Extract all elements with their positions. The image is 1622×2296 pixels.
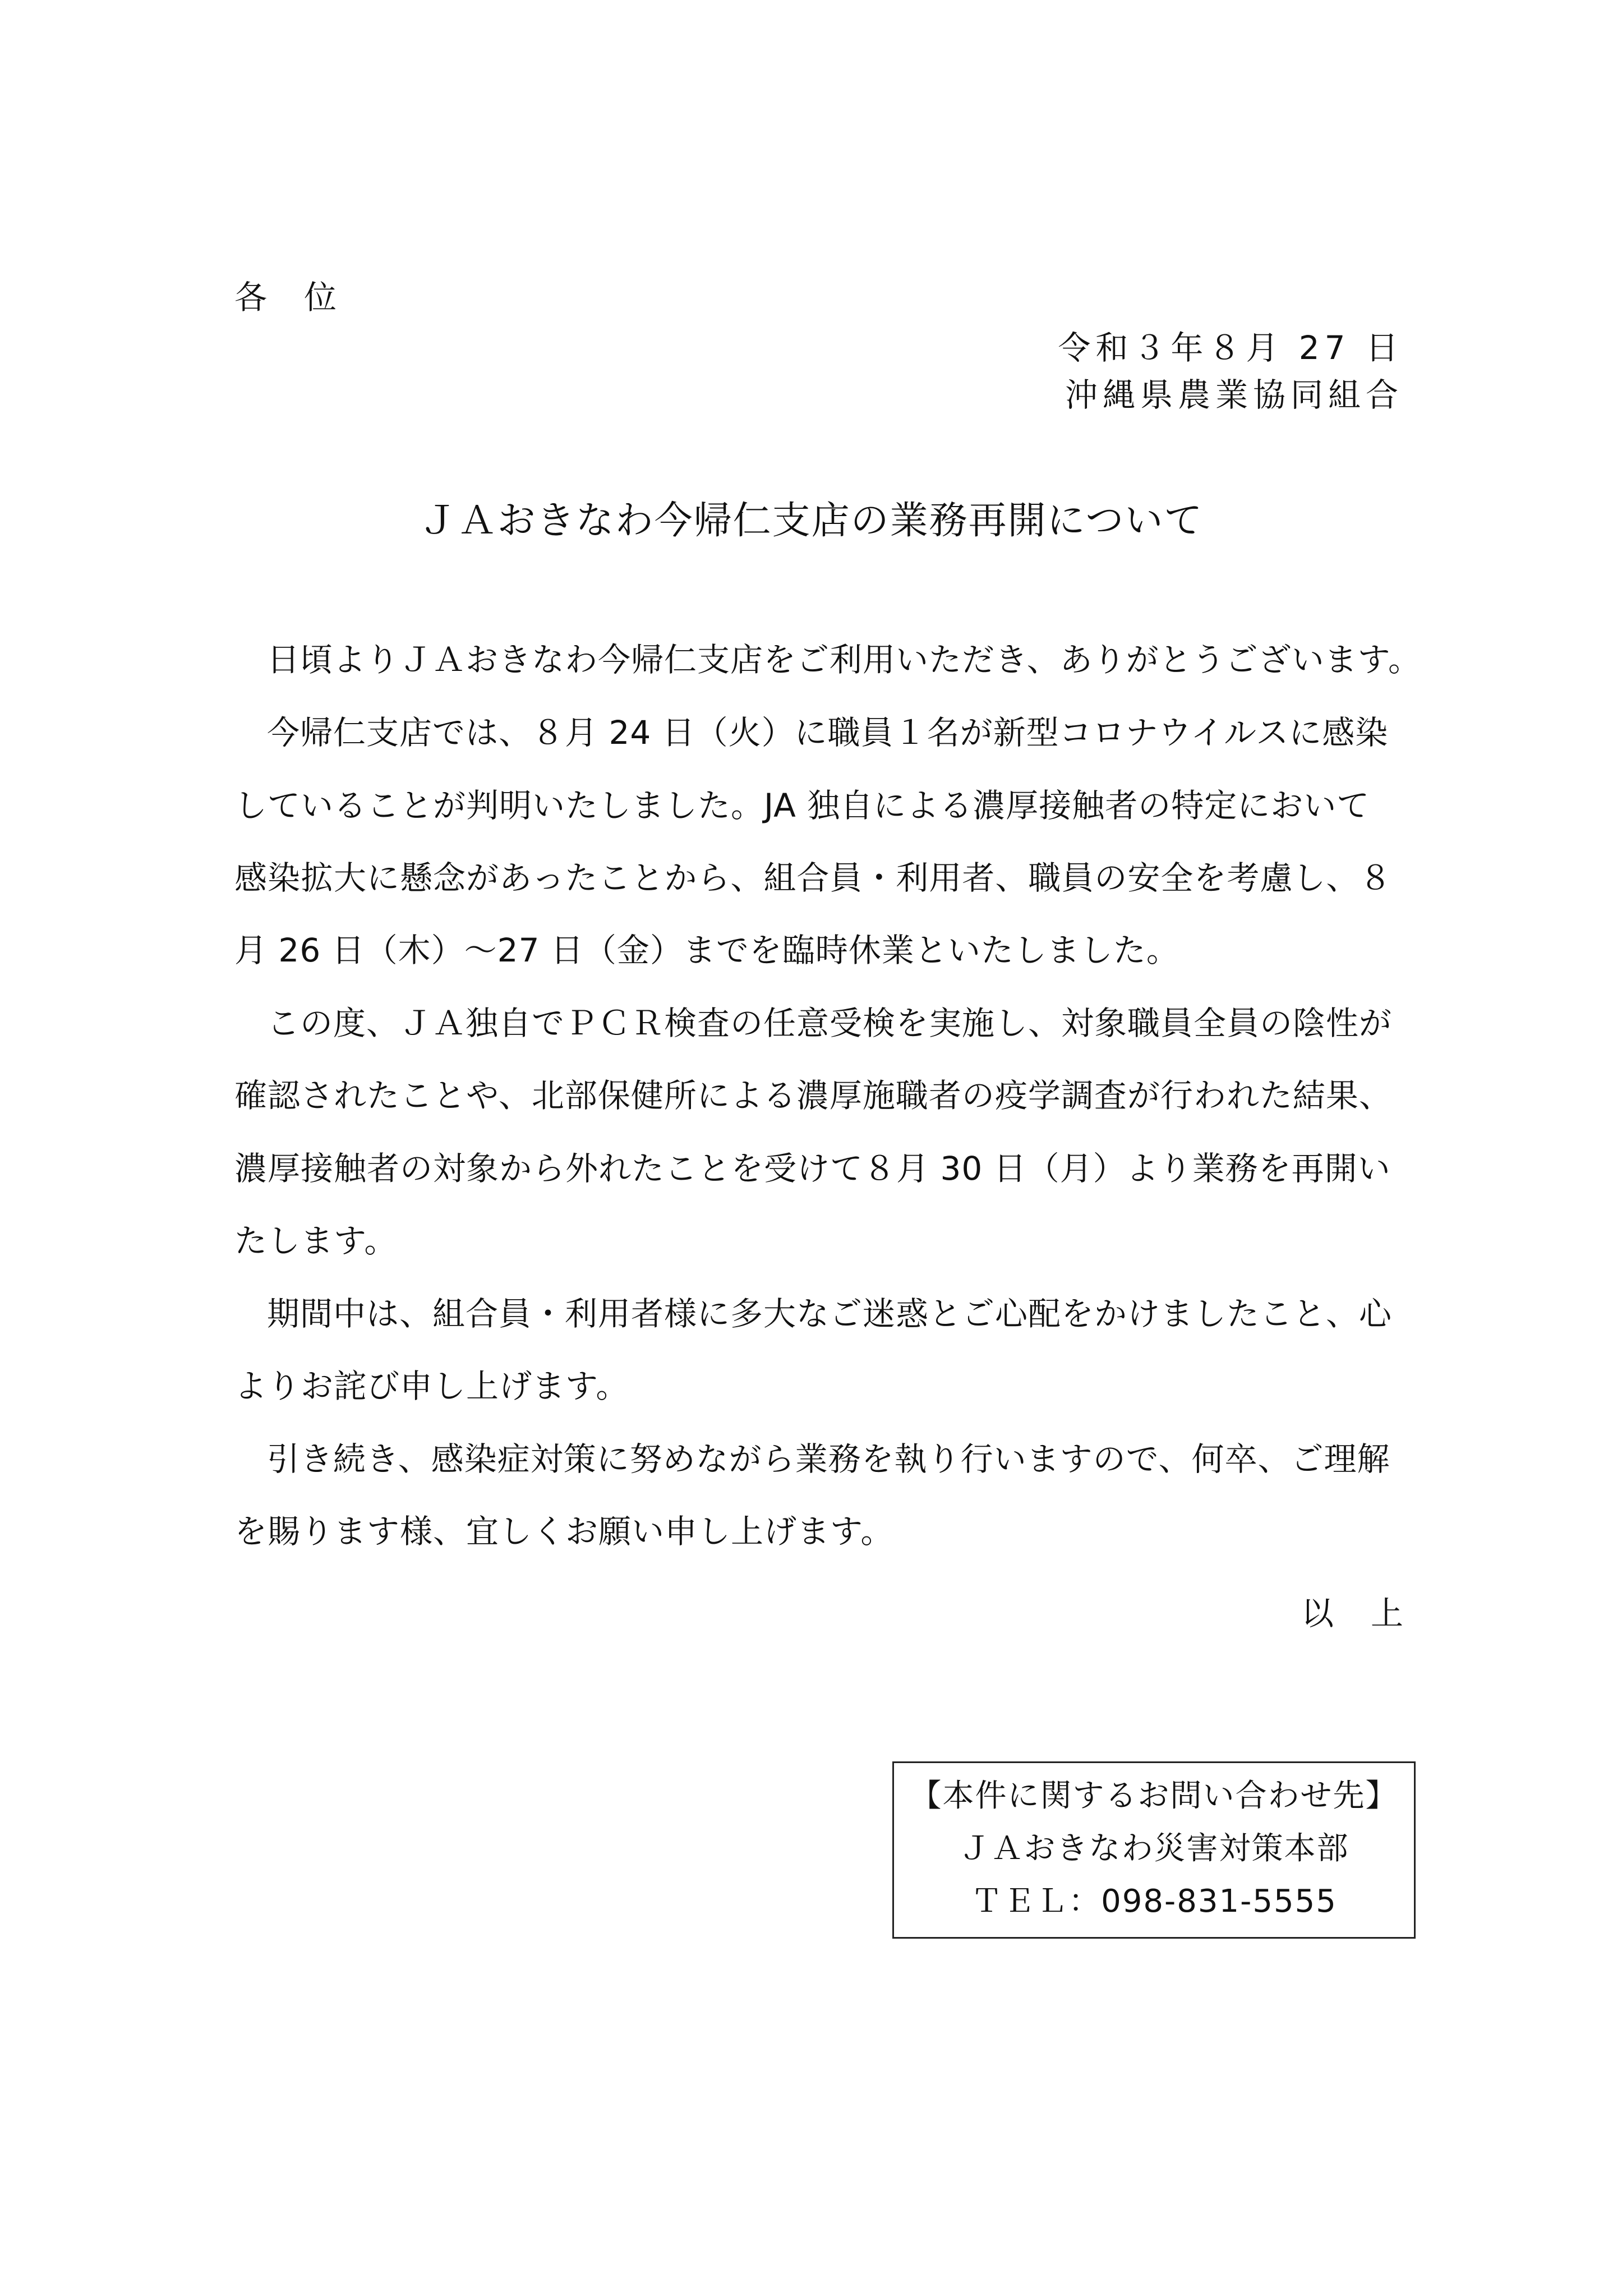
body-line: 今帰仁支店では、８月 24 日（火）に職員１名が新型コロナウイルスに感染 bbox=[267, 714, 1389, 752]
issuer-name: 沖縄県農業協同組合 bbox=[1065, 376, 1403, 414]
body-line: 期間中は、組合員・利用者様に多大なご迷惑とご心配をかけましたこと、心 bbox=[267, 1295, 1393, 1333]
body-line: を賜ります様、宜しくお願い申し上げます。 bbox=[234, 1512, 894, 1550]
contact-box bbox=[892, 1761, 1416, 1939]
body-line: よりお詫び申し上げます。 bbox=[234, 1367, 629, 1405]
closing-char-1: 以 bbox=[1301, 1594, 1334, 1632]
closing-char-2: 上 bbox=[1370, 1594, 1403, 1632]
addressee-char-2: 位 bbox=[304, 278, 337, 316]
contact-phone: ＴＥＬ：098-831-5555 bbox=[971, 1883, 1337, 1920]
body-line: たします。 bbox=[234, 1222, 398, 1260]
body-line: この度、ＪＡ独自でＰＣＲ検査の任意受検を実施し、対象職員全員の陰性が bbox=[267, 1004, 1393, 1042]
addressee bbox=[234, 277, 337, 318]
addressee-char-1: 各 bbox=[234, 278, 268, 316]
document-title: ＪＡおきなわ今帰仁支店の業務再開について bbox=[418, 499, 1204, 543]
contact-heading: 【本件に関するお問い合わせ先】 bbox=[910, 1778, 1398, 1814]
body-line: 確認されたことや、北部保健所による濃厚施職者の疫学調査が行われた結果、 bbox=[234, 1076, 1392, 1115]
body-line: 濃厚接触者の対象から外れたことを受けて８月 30 日（月）より業務を再開い bbox=[234, 1149, 1391, 1188]
body-line: 月 26 日（木）～27 日（金）までを臨時休業といたしました。 bbox=[234, 931, 1179, 969]
body-line: 日頃よりＪＡおきなわ今帰仁支店をご利用いただき、ありがとうございます。 bbox=[267, 641, 1422, 679]
body-line: していることが判明いたしました。JA 独自による濃厚接触者の特定において bbox=[234, 786, 1370, 825]
closing-mark bbox=[1301, 1593, 1403, 1634]
body-line: 感染拡大に懸念があったことから、組合員・利用者、職員の安全を考慮し、８ bbox=[234, 859, 1393, 897]
contact-department: ＪＡおきなわ災害対策本部 bbox=[959, 1830, 1349, 1867]
issue-date: 令和３年８月 27 日 bbox=[1058, 329, 1403, 367]
body-line: 引き続き、感染症対策に努めながら業務を執り行いますので、何卒、ご理解 bbox=[267, 1440, 1390, 1478]
